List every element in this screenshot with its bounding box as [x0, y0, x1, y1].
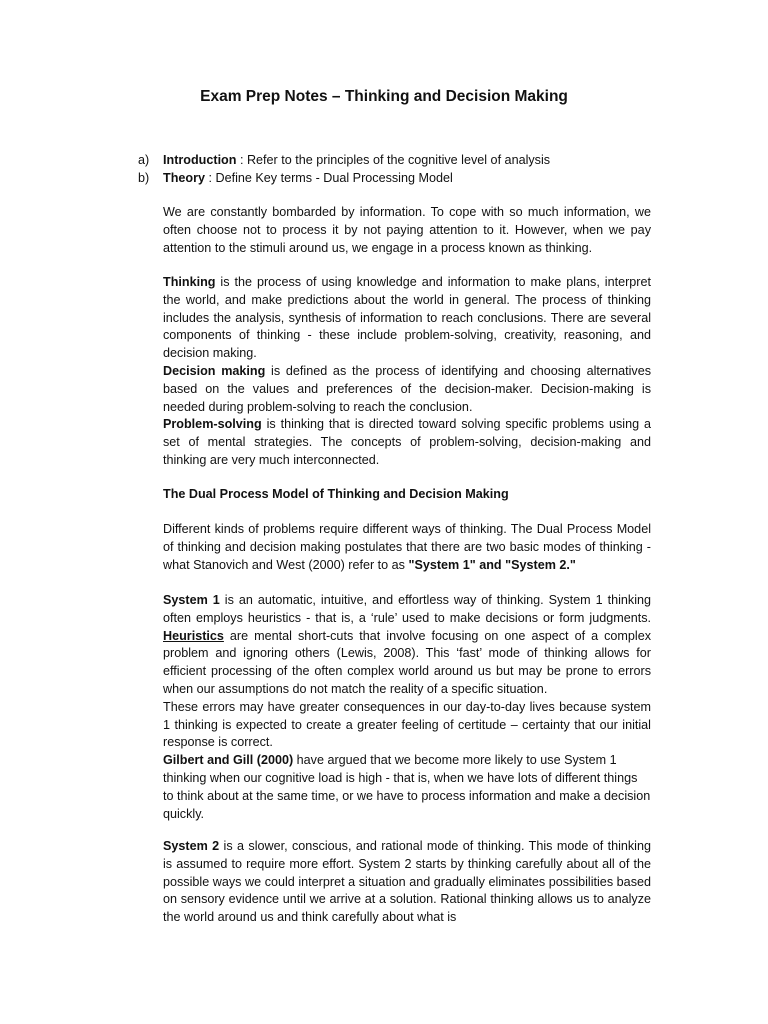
- outline-text: : Define Key terms - Dual Processing Model: [205, 171, 453, 185]
- thinking-text: is the process of using knowledge and information to make plans, interpret the world, and make predictions about the world in general. The process of thinking includes the analysis, synthesis of information to reach conclusions. There are several components of thinking - these include problem-solving, creativity, reasoning, and decision making.: [163, 275, 651, 361]
- problem-text: is thinking that is directed toward solving specific problems using a set of mental strategies. The concepts of problem-solving, decision-making and thinking are very much interconnected.: [163, 417, 651, 467]
- system2-paragraph: [163, 838, 651, 927]
- outline-term: Theory: [163, 171, 205, 185]
- dual-systems: "System 1" and "System 2.": [408, 557, 576, 572]
- thinking-term: Thinking: [163, 275, 216, 289]
- system1-paragraph: [163, 592, 651, 699]
- heuristics-term: Heuristics: [163, 628, 224, 643]
- intro-paragraph-block: [163, 204, 651, 257]
- section-heading: The Dual Process Model of Thinking and Decision Making: [163, 487, 509, 501]
- errors-paragraph: These errors may have greater consequences in our day-to-day lives because system 1 thinking is expected to create a greater feeling of certitude – certainty that our initial response is correct.: [163, 699, 651, 750]
- outline-term: Introduction: [163, 153, 237, 167]
- outline-list: [138, 151, 658, 187]
- problem-term: Problem-solving: [163, 417, 262, 432]
- dual-paragraph-block: [163, 521, 651, 574]
- system1-term: System 1: [163, 593, 220, 607]
- dual-heading-block: [163, 486, 651, 504]
- outline-marker: a): [138, 153, 150, 167]
- decision-term: Decision making: [163, 363, 266, 378]
- system2-block: [163, 838, 651, 927]
- gilbert-paragraph: [163, 752, 651, 823]
- problem-definition: [163, 416, 651, 469]
- gilbert-text: have argued that we become more likely to use System 1 thinking when our cognitive load is high - that is, when we have lots of different things to think about at the same time, or we have to process information and make a decision quickly.: [163, 753, 651, 821]
- outline-text: : Refer to the principles of the cognitive level of analysis: [236, 153, 551, 167]
- outline-marker: b): [138, 171, 150, 185]
- dual-paragraph: [163, 521, 651, 574]
- system2-text: is a slower, conscious, and rational mode of thinking. This mode of thinking is assumed to require more effort. System 2 starts by thinking carefully about all of the possible ways we could interpret a situation and gradually eliminates possibilities based on sensory evidence until we arrive at a solution. Rational thinking allows us to analyze the world around us and think carefully about what is: [163, 839, 651, 925]
- system1-block: [163, 592, 651, 823]
- decision-definition: [163, 363, 651, 416]
- system1-text: is an automatic, intuitive, and effortless way of thinking. System 1 thinking often employs heuristics - that is, a ‘rule’ used to make decisions or form judgments.: [163, 593, 651, 625]
- definitions-block: [163, 274, 651, 470]
- gilbert-term: Gilbert and Gill (2000): [163, 753, 294, 768]
- outline-item-introduction: [138, 151, 658, 169]
- page-title: Exam Prep Notes – Thinking and Decision Making: [200, 88, 568, 105]
- thinking-definition: [163, 274, 651, 363]
- intro-paragraph: We are constantly bombarded by information. To cope with so much information, we often choose not to process it by not paying attention to it. However, when we pay attention to the stimuli around us, we engage in a process known as thinking.: [163, 205, 651, 255]
- system2-term: System 2: [163, 839, 220, 853]
- heuristics-text: are mental short-cuts that involve focusing on one aspect of a complex problem and ignoring others (Lewis, 2008). This ‘fast’ mode of thinking allows for efficient processing of the often complex world around us but may be prone to errors when our assumptions do not match the reality of a specific situation.: [163, 628, 651, 696]
- dual-text: Different kinds of problems require different ways of thinking. The Dual Process Model of thinking and decision making postulates that there are two basic modes of thinking - what Stanovich and West (2000) refer to as: [163, 522, 651, 572]
- outline-item-theory: [138, 169, 658, 187]
- decision-text: is defined as the process of identifying and choosing alternatives based on the values and preferences of the decision-maker. Decision-making is needed during problem-solving to reach the conclusion.: [163, 363, 652, 414]
